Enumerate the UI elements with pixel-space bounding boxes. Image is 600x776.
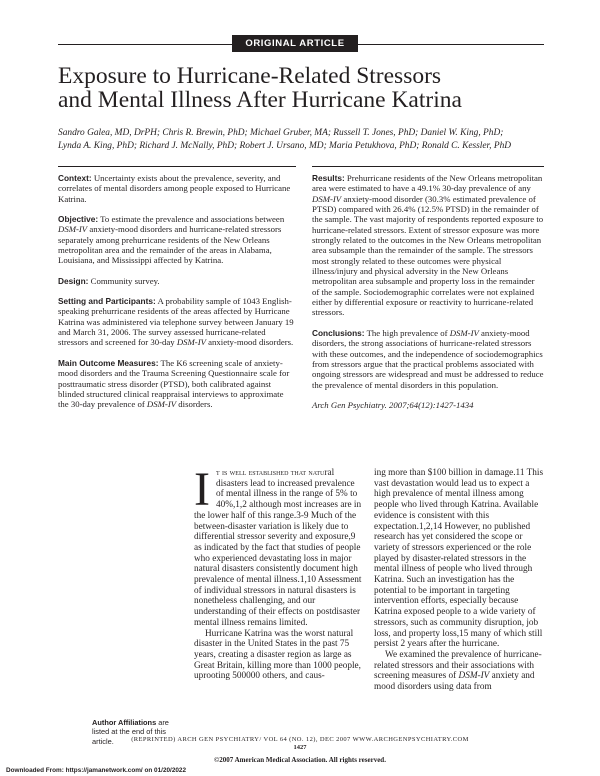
page-number: 1427 [293, 744, 307, 751]
download-stamp: Downloaded From: https://jamanetwork.com/ on 01/20/2022 [6, 767, 187, 774]
abstract-rule-right [312, 166, 544, 167]
paragraph-1-text: ral disasters lead to increased prevalence of mental illness in the range of 5% to 40%,1,2 although most increases are in the lower half of this range.3-9 Much of the between-disaster variation is likely due to differential stressor severity and exposure,9 as indicated by the fact that studies of people who experienced devastating loss in major natural disasters consistently document high prevalence of mental illness.1,10 Assessment of individual stressors in natural disasters is nonetheless challenging, and our understanding of their effects on postdisaster mental illness remains limited. [194, 468, 362, 628]
outcome-text-pre: The K6 screening scale of anxiety-mood disorders and the Trauma Screening Questionnaire scale for posttraumatic stress disorder (PTSD), both calibrated against blinded structured clinical reappraisal interviews to approximate the 30-day prevalence of [58, 357, 290, 410]
abstract-design [58, 276, 294, 286]
paragraph-4-em: DSM-IV [458, 671, 490, 682]
author-line-1: Sandro Galea, MD, DrPH; Chris R. Brewin, PhD; Michael Gruber, MA; Russell T. Jones, PhD; Daniel W. King, PhD; [58, 128, 504, 138]
body-column-2 [374, 468, 544, 693]
body-paragraph-4 [374, 650, 544, 693]
article-title [58, 64, 548, 112]
abstract-context [58, 173, 294, 204]
article-type-banner: ORIGINAL ARTICLE [232, 35, 358, 52]
context-text: Uncertainty exists about the prevalence, severity, and correlates of mental disorders among people exposed to Hurricane Katrina. [58, 173, 291, 204]
affiliations-text: are listed at the end of this article. [92, 718, 169, 746]
lead-in-text: t is well established that natu [215, 468, 325, 478]
affiliations-label: Author Affiliations [92, 718, 157, 727]
abstract-right-column [312, 173, 544, 420]
article-title-line-2: and Mental Illness After Hurricane Katrina [58, 87, 462, 113]
results-text-pre: Prehurricane residents of the New Orleans metropolitan area were estimated to have a 49.1% 30-day prevalence of any [312, 173, 543, 194]
abstract-objective [58, 214, 294, 266]
objective-text-pre: To estimate the prevalence and associations between [98, 214, 285, 225]
context-label: Context: [58, 173, 92, 183]
abstract-setting [58, 296, 294, 348]
objective-label: Objective: [58, 214, 99, 225]
design-text: Community survey. [88, 275, 160, 286]
objective-text-em: DSM-IV [58, 224, 88, 235]
body-paragraph-2: Hurricane Katrina was the worst natural disaster in the United States in the past 75 years, creating a disaster region as large as Great Britain, killing more than 1000 people, uprooting 500000 others, and caus- [194, 628, 361, 682]
setting-text-post: anxiety-mood disorders. [205, 337, 294, 348]
body-paragraph-1 [194, 463, 364, 629]
abstract-citation: Arch Gen Psychiatry. 2007;64(12):1427-1434 [312, 399, 474, 410]
results-label: Results: [312, 173, 345, 183]
drop-cap: I [194, 463, 210, 516]
setting-text-pre: A probability sample of 1043 English-speaking prehurricane residents of the areas affected by Hurricane Katrina was administered via telephone survey between January 19 and March 31, 2006. The survey assessed hurricane-related stressors and screened for 30-day [58, 296, 294, 348]
journal-footer: (REPRINTED) ARCH GEN PSYCHIATRY/ VOL 64 (NO. 12), DEC 2007 WWW.ARCHGENPSYCHIATRY.COM [131, 736, 469, 743]
conclusions-text-post: anxiety-mood disorders, the strong associations of hurricane-related stressors with these outcomes, and the independence of sociodemographics from stressors argue that the practical problems associated with ongoing stressors are widespread and must be addressed to reduce the prevalence of mental disorders in this population. [312, 327, 544, 390]
copyright-notice: ©2007 American Medical Association. All rights reserved. [214, 756, 386, 764]
results-text-post: anxiety-mood disorder (30.3% estimated prevalence of PTSD) compared with 26.4% (12.5% PTSD) in the remainder of the sample. The vast majority of respondents reported exposure to hurricane-related stressors. Extent of stressor exposure was more strongly related to the outcomes in the New Orleans metropolitan area subsample than the remainder of the sample. The stressors most strongly related to these outcomes were physical illness/injury and physical adversity in the New Orleans metropolitan area subsample and property loss in the remainder of the sample. Sociodemographic correlates were not explained either by differential exposure or reactivity to hurricane-related stressors. [312, 193, 544, 318]
abstract-rule-left [58, 166, 296, 167]
setting-text-em: DSM-IV [176, 337, 206, 348]
paragraph-4-post: anxiety and mood disorders using data from [374, 671, 535, 693]
article-title-line-1: Exposure to Hurricane-Related Stressors [58, 63, 442, 89]
abstract-left-column [58, 173, 294, 420]
design-label: Design: [58, 275, 89, 286]
author-line-2: Lynda A. King, PhD; Richard J. McNally, PhD; Robert J. Ursano, MD; Maria Petukhova, PhD; Ronald C. Kessler, PhD [58, 140, 512, 151]
conclusions-text-pre: The high prevalence of [364, 327, 450, 338]
abstract-outcome [58, 358, 294, 410]
conclusions-label: Conclusions: [312, 327, 365, 338]
conclusions-text-em: DSM-IV [449, 327, 479, 338]
paragraph-4-pre: We examined the prevalence of hurricane-related stressors and their associations with screening measures of [374, 649, 542, 682]
outcome-label: Main Outcome Measures: [58, 357, 159, 368]
body-paragraph-3: ing more than $100 billion in damage.11 This vast devastation would lead us to expect a high prevalence of mental illness among people who lived through Katrina. Available evidence is consistent with this expectation.1,2,14 However, no published research has yet considered the scope or variety of stressors experienced or the role played by disaster-related stressors in the mental illness of people who lived through Katrina. Such an investigation has the potential to be important in targeting intervention efforts, especially because Katrina exposed people to a wide variety of stressors, such as community disruption, job loss, and property loss,15 many of which still persist 2 years after the hurricane. [374, 468, 544, 650]
outcome-text-em: DSM-IV [146, 399, 177, 410]
setting-label: Setting and Participants: [58, 296, 156, 307]
abstract-results [312, 173, 544, 318]
author-list [58, 127, 548, 152]
outcome-text-post: disorders. [176, 399, 213, 410]
abstract-conclusions [312, 328, 544, 390]
body-column-1 [194, 463, 364, 682]
results-text-em: DSM-IV [312, 193, 342, 204]
objective-text-post: anxiety-mood disorders and hurricane-related stressors separately among prehurricane residents of the New Orleans metropolitan area and the remainder of the areas in Alabama, Louisiana, and Mississippi affected by Katrina. [58, 224, 282, 266]
